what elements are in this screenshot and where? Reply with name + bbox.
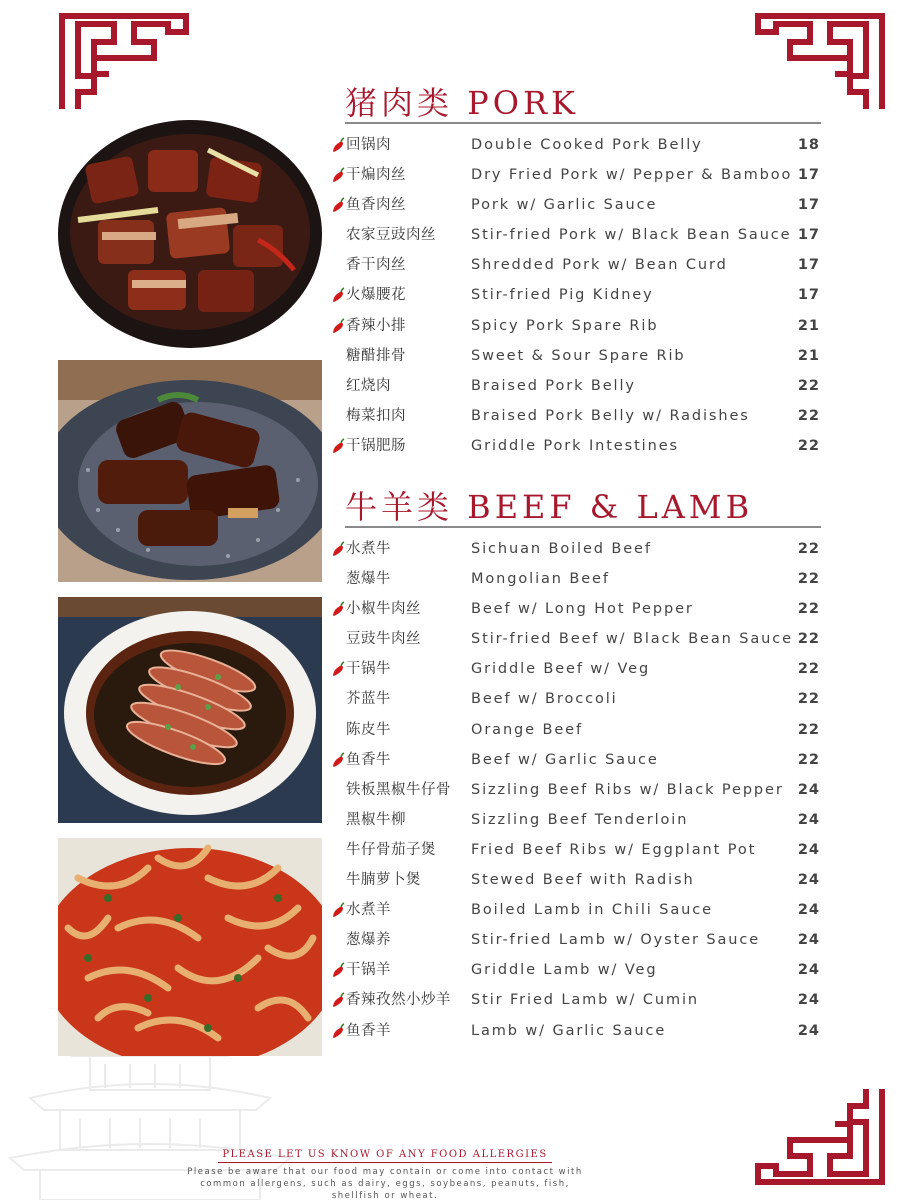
dish-name-chinese: 梅菜扣肉 <box>346 407 406 424</box>
dish-name-english: Sizzling Beef Ribs w/ Black Pepper <box>471 781 784 798</box>
dish-name-english: Beef w/ Broccoli <box>471 691 618 708</box>
dish-name-english: Stir-fried Beef w/ Black Bean Sauce <box>471 631 793 648</box>
dish-name-chinese: 葱爆养 <box>346 932 391 949</box>
dish-name-english: Stir Fried Lamb w/ Cumin <box>471 992 700 1009</box>
dish-name-english: Mongolian Beef <box>471 571 610 588</box>
dish-price: 24 <box>797 872 820 889</box>
dish-price: 22 <box>797 437 820 454</box>
menu-item <box>330 895 824 925</box>
corner-ornament-top-right <box>754 12 886 110</box>
chili-pepper-icon <box>330 286 346 304</box>
dish-name-chinese: 红烧肉 <box>346 377 391 394</box>
chili-pepper-icon <box>330 961 346 979</box>
pork-section-divider <box>345 122 821 124</box>
dish-name-chinese: 火爆腰花 <box>346 287 406 304</box>
menu-item <box>330 280 824 310</box>
menu-item <box>330 564 824 594</box>
dish-name-chinese: 豆豉牛肉丝 <box>346 631 421 648</box>
menu-item <box>330 250 824 280</box>
dish-name-english: Orange Beef <box>471 721 583 738</box>
beef-lamb-menu-list <box>330 534 824 1046</box>
dish-price: 22 <box>797 407 820 424</box>
dish-name-chinese: 干煸肉丝 <box>346 167 406 184</box>
menu-item <box>330 594 824 624</box>
dish-name-chinese: 小椒牛肉丝 <box>346 601 421 618</box>
dish-name-english: Griddle Pork Intestines <box>471 437 679 454</box>
menu-item <box>330 341 824 371</box>
dish-name-english: Griddle Beef w/ Veg <box>471 661 651 678</box>
dish-name-chinese: 葱爆牛 <box>346 571 391 588</box>
dish-name-english: Braised Pork Belly <box>471 377 636 394</box>
dish-name-english: Stir-fried Lamb w/ Oyster Sauce <box>471 932 761 949</box>
dish-name-chinese: 鱼香羊 <box>346 1022 391 1039</box>
dish-name-english: Double Cooked Pork Belly <box>471 137 703 153</box>
menu-item <box>330 431 824 461</box>
menu-item <box>330 654 824 684</box>
chili-pepper-icon <box>330 317 346 335</box>
dish-price: 24 <box>797 781 820 798</box>
dish-name-chinese: 芥蓝牛 <box>346 691 391 708</box>
dish-name-english: Boiled Lamb in Chili Sauce <box>471 902 713 919</box>
dish-price: 22 <box>797 691 820 708</box>
menu-item <box>330 684 824 714</box>
dish-name-english: Sizzling Beef Tenderloin <box>471 811 689 828</box>
dish-price: 17 <box>797 227 820 244</box>
dish-name-english: Braised Pork Belly w/ Radishes <box>471 407 750 424</box>
dish-name-chinese: 铁板黑椒牛仔骨 <box>346 781 451 798</box>
braised-pork-belly-photo <box>58 120 322 348</box>
dish-name-chinese: 糖醋排骨 <box>346 347 406 364</box>
dish-price: 24 <box>797 902 820 919</box>
dish-name-chinese: 鱼香牛 <box>346 751 391 768</box>
beef-lamb-section-title: 牛羊类 BEEF & LAMB <box>345 488 754 526</box>
menu-item <box>330 401 824 431</box>
dish-name-chinese: 水煮羊 <box>346 902 391 919</box>
meicai-kourou-photo <box>58 597 322 823</box>
chili-pepper-icon <box>330 660 346 678</box>
dish-price: 24 <box>797 962 820 979</box>
chili-pepper-icon <box>330 751 346 769</box>
dish-price: 22 <box>797 377 820 394</box>
dish-price: 18 <box>797 137 820 153</box>
dish-price: 24 <box>797 811 820 828</box>
corner-ornament-bottom-right <box>754 1088 886 1186</box>
chili-pepper-icon <box>330 1022 346 1040</box>
chili-pepper-icon <box>330 196 346 214</box>
dish-name-english: Stir-fried Pig Kidney <box>471 287 654 304</box>
dish-name-chinese: 牛腩萝卜煲 <box>346 872 421 889</box>
menu-item <box>330 775 824 805</box>
dish-name-chinese: 黑椒牛柳 <box>346 811 406 828</box>
menu-item <box>330 190 824 220</box>
menu-item <box>330 130 824 160</box>
menu-item <box>330 624 824 654</box>
dish-price: 24 <box>797 841 820 858</box>
dish-name-chinese: 干锅肥肠 <box>346 437 406 454</box>
dish-name-english: Griddle Lamb w/ Veg <box>471 962 658 979</box>
dish-price: 22 <box>797 601 820 618</box>
dish-name-english: Dry Fried Pork w/ Pepper & Bamboo <box>471 167 793 184</box>
dish-price: 24 <box>797 1022 820 1039</box>
sweet-sour-ribs-photo <box>58 360 322 582</box>
dish-price: 21 <box>797 347 820 364</box>
dish-name-chinese: 水煮牛 <box>346 541 391 557</box>
dish-price: 24 <box>797 932 820 949</box>
dish-name-chinese: 陈皮牛 <box>346 721 391 738</box>
menu-item <box>330 371 824 401</box>
dish-price: 22 <box>797 661 820 678</box>
dish-name-english: Beef w/ Garlic Sauce <box>471 751 659 768</box>
pork-shreds-photo <box>58 838 322 1056</box>
dish-name-english: Beef w/ Long Hot Pepper <box>471 601 694 618</box>
dish-price: 17 <box>797 167 820 184</box>
menu-item <box>330 534 824 564</box>
chili-pepper-icon <box>330 540 346 558</box>
dish-name-chinese: 香辣小排 <box>346 317 406 334</box>
dish-price: 22 <box>797 631 820 648</box>
dish-name-chinese: 干锅羊 <box>346 962 391 979</box>
menu-item <box>330 220 824 250</box>
menu-item <box>330 805 824 835</box>
chili-pepper-icon <box>330 991 346 1009</box>
allergy-footer <box>180 1142 590 1200</box>
menu-item <box>330 160 824 190</box>
menu-item <box>330 985 824 1015</box>
dish-name-english: Stir-fried Pork w/ Black Bean Sauce <box>471 227 792 244</box>
menu-item <box>330 925 824 955</box>
dish-name-english: Lamb w/ Garlic Sauce <box>471 1022 667 1039</box>
chili-pepper-icon <box>330 437 346 455</box>
menu-item <box>330 745 824 775</box>
dish-price: 22 <box>797 751 820 768</box>
chili-pepper-icon <box>330 901 346 919</box>
dish-name-chinese: 香辣孜然小炒羊 <box>346 992 451 1009</box>
pork-menu-list <box>330 130 824 461</box>
dish-name-english: Pork w/ Garlic Sauce <box>471 197 658 214</box>
dish-price: 22 <box>797 721 820 738</box>
allergy-note: Please be aware that our food may contain or come into contact with common allergens, such as dairy, eggs, soybeans, peanuts, fish, shellfish or wheat. <box>187 1167 583 1200</box>
dish-price: 24 <box>797 992 820 1009</box>
dish-price: 17 <box>797 287 820 304</box>
dish-name-chinese: 干锅牛 <box>346 661 391 678</box>
menu-item <box>330 835 824 865</box>
menu-item <box>330 955 824 985</box>
dish-name-english: Spicy Pork Spare Rib <box>471 317 659 334</box>
dish-name-english: Stewed Beef with Radish <box>471 872 695 889</box>
dish-price: 21 <box>797 317 820 334</box>
chili-pepper-icon <box>330 600 346 618</box>
allergy-heading: PLEASE LET US KNOW OF ANY FOOD ALLERGIES <box>218 1149 551 1163</box>
dish-name-english: Shredded Pork w/ Bean Curd <box>471 257 728 274</box>
dish-name-chinese: 牛仔骨茄子煲 <box>346 841 436 858</box>
dish-name-chinese: 回锅肉 <box>346 137 391 153</box>
pork-section-title: 猪肉类 PORK <box>345 84 579 122</box>
dish-name-english: Fried Beef Ribs w/ Eggplant Pot <box>471 841 757 858</box>
menu-item <box>330 311 824 341</box>
beef-lamb-section-divider <box>345 526 821 528</box>
dish-name-chinese: 农家豆豉肉丝 <box>346 227 436 244</box>
dish-price: 17 <box>797 257 820 274</box>
dish-price: 17 <box>797 197 820 214</box>
dish-price: 22 <box>797 541 820 557</box>
corner-ornament-top-left <box>58 12 190 110</box>
dish-name-english: Sichuan Boiled Beef <box>471 541 652 557</box>
menu-item <box>330 715 824 745</box>
menu-item <box>330 1016 824 1046</box>
chili-pepper-icon <box>330 136 346 154</box>
menu-item <box>330 865 824 895</box>
dish-price: 22 <box>797 571 820 588</box>
dish-name-chinese: 鱼香肉丝 <box>346 197 406 214</box>
dish-name-english: Sweet & Sour Spare Rib <box>471 347 686 364</box>
chili-pepper-icon <box>330 166 346 184</box>
dish-name-chinese: 香干肉丝 <box>346 257 406 274</box>
